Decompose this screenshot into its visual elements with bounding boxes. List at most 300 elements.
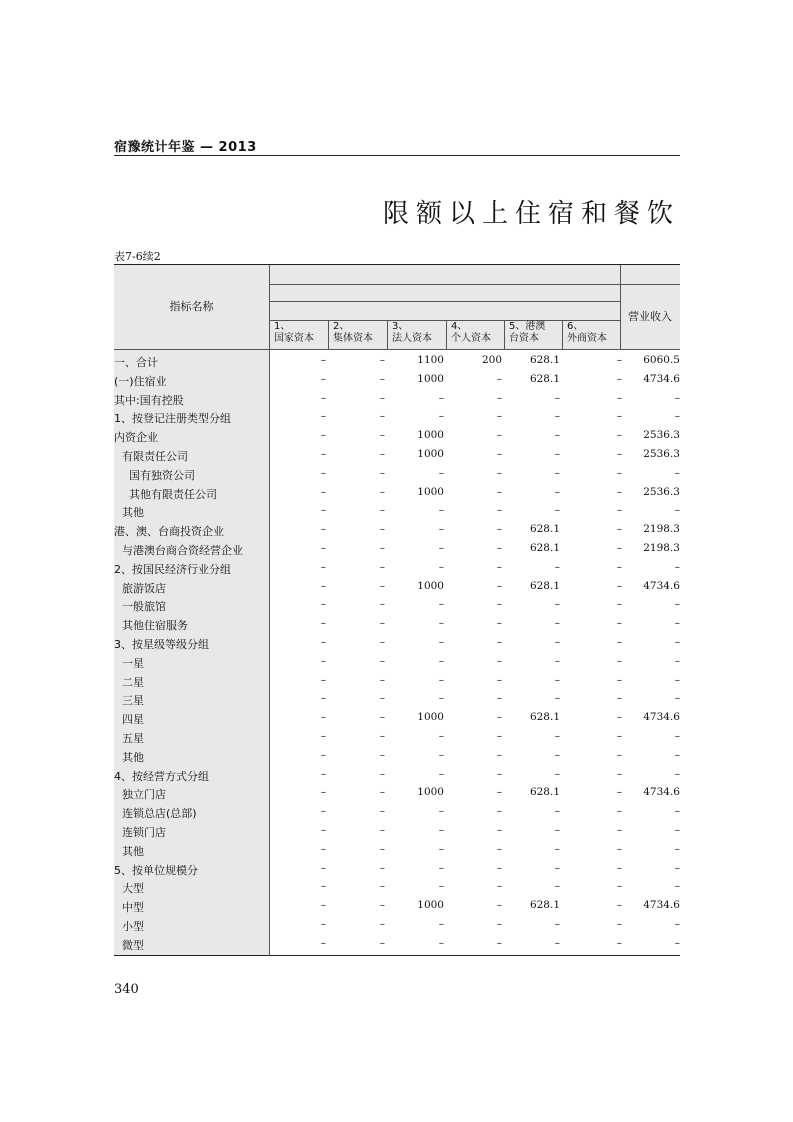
table-cell: –	[438, 880, 444, 893]
row-label: 1、按登记注册类型分组	[114, 412, 231, 426]
table-cell: –	[320, 767, 326, 780]
table-cell: –	[438, 598, 444, 611]
row-label: 其他有限责任公司	[129, 487, 217, 501]
header-rule-1	[269, 284, 680, 285]
table-cell: –	[616, 598, 622, 611]
table-cell: 628.1	[529, 354, 560, 366]
table-cell: –	[616, 654, 622, 667]
page-number: 340	[114, 982, 139, 997]
table-cell: –	[379, 824, 385, 836]
row-label: 内资企业	[114, 431, 158, 445]
table-cell: –	[379, 918, 385, 930]
table-cell: –	[616, 824, 622, 836]
row-label: 大型	[122, 882, 144, 896]
table-cell: 2536.3	[643, 485, 680, 498]
table-cell: 628.1	[529, 372, 560, 385]
table-row	[114, 937, 680, 956]
column-header: 3、 法人资本	[392, 321, 432, 344]
table-cell: –	[379, 786, 385, 799]
table-cell: –	[674, 748, 680, 761]
column-header: 6、 外商资本	[567, 321, 607, 344]
table-cell: –	[496, 448, 502, 460]
table-row	[114, 523, 680, 542]
table-cell: –	[379, 936, 385, 949]
table-row	[114, 918, 680, 937]
header-rule-2	[269, 301, 620, 302]
row-label: 中型	[122, 901, 144, 915]
table-cell: –	[554, 504, 560, 517]
table-cell: –	[438, 466, 444, 479]
table-cell: –	[320, 448, 326, 460]
row-label: 一、合计	[114, 356, 158, 369]
table-cell: –	[674, 824, 680, 836]
table-cell: –	[554, 673, 560, 686]
table-cell: 2198.3	[643, 523, 680, 536]
table-row	[114, 730, 680, 749]
table-cell: –	[320, 410, 326, 423]
column-header: 5、港澳 台资本	[509, 321, 546, 344]
table-cell: –	[616, 523, 622, 536]
table-cell: –	[496, 636, 502, 648]
table-cell: –	[379, 842, 385, 855]
table-cell: –	[554, 598, 560, 611]
table-cell: –	[616, 805, 622, 818]
table-cell: –	[496, 711, 502, 724]
table-cell: –	[554, 918, 560, 930]
table-cell: –	[379, 598, 385, 611]
table-cell: –	[496, 429, 502, 442]
table-cell: 6060.5	[643, 354, 680, 366]
table-cell: –	[320, 636, 326, 648]
row-label: (一)住宿业	[114, 374, 167, 388]
table-cell: –	[320, 918, 326, 930]
table-top-rule	[114, 264, 680, 265]
table-cell: –	[616, 560, 622, 573]
table-cell: –	[379, 466, 385, 479]
table-cell: 2536.3	[643, 429, 680, 442]
table-row	[114, 674, 680, 693]
table-row	[114, 749, 680, 768]
stub-header: 指标名称	[169, 300, 214, 313]
table-cell: –	[496, 523, 502, 536]
table-cell: –	[320, 899, 326, 912]
table-cell: 2536.3	[643, 448, 680, 460]
table-caption: 表7-6续2	[114, 250, 161, 263]
data-table	[114, 264, 680, 957]
table-cell: –	[616, 786, 622, 799]
table-cell: 4734.6	[643, 899, 680, 912]
table-cell: 628.1	[529, 523, 560, 536]
table-row	[114, 467, 680, 486]
table-cell: –	[616, 730, 622, 742]
table-cell: –	[554, 730, 560, 742]
table-cell: –	[496, 410, 502, 423]
row-label: 微型	[122, 938, 144, 952]
table-cell: –	[554, 448, 560, 460]
table-cell: –	[438, 730, 444, 742]
table-cell: –	[674, 410, 680, 423]
column-header: 4、 个人资本	[451, 321, 491, 344]
table-cell: –	[496, 504, 502, 517]
table-cell: –	[379, 767, 385, 780]
table-cell: 1000	[417, 899, 444, 912]
table-cell: –	[320, 560, 326, 573]
chapter-title: 限额以上住宿和餐饮	[382, 199, 680, 229]
table-cell: –	[554, 466, 560, 479]
table-cell: –	[674, 767, 680, 780]
col-divider	[446, 320, 447, 349]
table-cell: –	[438, 560, 444, 573]
row-label: 连锁总店(总部)	[122, 807, 197, 821]
table-cell: –	[496, 786, 502, 799]
table-cell: –	[438, 861, 444, 874]
table-cell: –	[674, 861, 680, 874]
table-cell: –	[379, 748, 385, 761]
table-cell: –	[496, 654, 502, 667]
table-cell: –	[320, 824, 326, 836]
table-cell: –	[496, 880, 502, 893]
table-cell: –	[674, 617, 680, 630]
table-cell: –	[496, 824, 502, 836]
table-row	[114, 580, 680, 599]
table-cell: –	[320, 598, 326, 611]
table-cell: –	[674, 692, 680, 705]
table-cell: –	[320, 673, 326, 686]
table-cell: –	[379, 861, 385, 874]
table-cell: –	[674, 805, 680, 818]
row-label: 2、按国民经济行业分组	[114, 562, 231, 576]
table-cell: –	[674, 636, 680, 648]
table-cell: –	[616, 899, 622, 912]
column-header: 1、 国家资本	[274, 321, 314, 344]
table-cell: –	[554, 391, 560, 404]
col-divider	[504, 320, 505, 349]
table-cell: –	[379, 560, 385, 573]
row-label: 有限责任公司	[122, 450, 188, 463]
table-row	[114, 805, 680, 824]
table-cell: –	[496, 617, 502, 630]
table-row	[114, 542, 680, 561]
row-label: 旅游饭店	[122, 581, 166, 595]
table-cell: –	[320, 842, 326, 855]
row-label: 四星	[122, 713, 144, 727]
header-bottom-rule	[114, 349, 680, 350]
table-row	[114, 617, 680, 636]
table-row	[114, 448, 680, 467]
table-cell: –	[496, 560, 502, 573]
table-cell: –	[554, 936, 560, 949]
table-cell: 4734.6	[643, 579, 680, 592]
table-cell: 628.1	[529, 899, 560, 912]
table-cell: –	[616, 429, 622, 442]
row-label: 国有独资公司	[129, 468, 195, 482]
table-cell: 1100	[417, 354, 444, 366]
table-cell: –	[320, 730, 326, 742]
table-cell: –	[320, 372, 326, 385]
table-cell: –	[438, 842, 444, 855]
table-row	[114, 655, 680, 674]
table-cell: –	[554, 880, 560, 893]
table-cell: –	[674, 936, 680, 949]
column-header: 2、 集体资本	[333, 321, 373, 344]
table-cell: –	[320, 711, 326, 724]
table-cell: –	[616, 466, 622, 479]
table-cell: –	[616, 673, 622, 686]
table-row	[114, 486, 680, 505]
table-cell: 1000	[417, 429, 444, 442]
table-cell: –	[320, 579, 326, 592]
table-cell: –	[554, 654, 560, 667]
table-cell: 628.1	[529, 711, 560, 724]
table-cell: –	[320, 466, 326, 479]
table-cell: 628.1	[529, 542, 560, 554]
table-cell: –	[674, 730, 680, 742]
row-label: 一星	[122, 656, 144, 670]
table-cell: –	[379, 730, 385, 742]
table-cell: –	[438, 410, 444, 423]
table-cell: –	[379, 692, 385, 705]
row-label: 连锁门店	[122, 826, 166, 839]
table-cell: 1000	[417, 448, 444, 460]
table-cell: –	[438, 692, 444, 705]
header-rule	[114, 155, 680, 156]
table-cell: 628.1	[529, 579, 560, 592]
table-cell: –	[496, 542, 502, 554]
row-label: 五星	[122, 732, 144, 745]
table-cell: –	[320, 692, 326, 705]
table-cell: –	[320, 654, 326, 667]
table-cell: 628.1	[529, 786, 560, 799]
table-cell: –	[554, 410, 560, 423]
table-cell: –	[379, 372, 385, 385]
table-cell: –	[496, 861, 502, 874]
table-cell: –	[438, 542, 444, 554]
table-cell: –	[616, 617, 622, 630]
table-cell: –	[438, 523, 444, 536]
table-cell: –	[674, 654, 680, 667]
table-cell: –	[379, 448, 385, 460]
table-row	[114, 561, 680, 580]
table-cell: –	[379, 523, 385, 536]
table-row	[114, 711, 680, 730]
table-cell: –	[616, 936, 622, 949]
table-cell: –	[320, 504, 326, 517]
table-cell: –	[674, 880, 680, 893]
table-cell: –	[616, 485, 622, 498]
row-label: 4、按经营方式分组	[114, 769, 209, 783]
table-cell: –	[320, 542, 326, 554]
table-cell: –	[438, 504, 444, 517]
table-cell: –	[379, 391, 385, 404]
table-cell: –	[496, 579, 502, 592]
table-cell: –	[438, 391, 444, 404]
table-cell: –	[674, 560, 680, 573]
table-cell: –	[379, 636, 385, 648]
table-cell: –	[554, 485, 560, 498]
table-cell: –	[554, 824, 560, 836]
table-cell: –	[674, 842, 680, 855]
revenue-header: 营业收入	[628, 310, 672, 323]
table-cell: –	[320, 391, 326, 404]
table-row	[114, 429, 680, 448]
table-cell: –	[320, 354, 326, 366]
table-cell: –	[320, 485, 326, 498]
table-cell: –	[554, 748, 560, 761]
table-row	[114, 392, 680, 411]
table-cell: –	[616, 918, 622, 930]
table-cell: –	[616, 692, 622, 705]
table-row	[114, 598, 680, 617]
table-cell: –	[674, 466, 680, 479]
table-cell: –	[616, 354, 622, 366]
row-label: 3、按星级等级分组	[114, 638, 209, 651]
row-label: 其他	[122, 844, 144, 858]
table-cell: –	[379, 880, 385, 893]
table-row	[114, 880, 680, 899]
table-row	[114, 410, 680, 429]
table-cell: –	[320, 805, 326, 818]
table-cell: –	[616, 767, 622, 780]
table-cell: –	[554, 767, 560, 780]
table-cell: –	[320, 786, 326, 799]
table-cell: –	[438, 767, 444, 780]
table-cell: 4734.6	[643, 786, 680, 799]
table-row	[114, 768, 680, 787]
table-cell: –	[496, 730, 502, 742]
table-cell: –	[438, 654, 444, 667]
table-cell: 1000	[417, 372, 444, 385]
table-cell: –	[554, 805, 560, 818]
table-cell: –	[496, 842, 502, 855]
table-cell: 4734.6	[643, 372, 680, 385]
table-cell: –	[438, 617, 444, 630]
table-cell: –	[438, 918, 444, 930]
table-cell: –	[616, 410, 622, 423]
table-cell: 1000	[417, 786, 444, 799]
table-cell: –	[320, 861, 326, 874]
revenue-divider	[620, 265, 621, 349]
table-row	[114, 373, 680, 392]
table-row	[114, 899, 680, 918]
table-cell: –	[379, 429, 385, 442]
table-cell: –	[496, 372, 502, 385]
table-cell: 1000	[417, 579, 444, 592]
table-cell: –	[379, 579, 385, 592]
table-cell: –	[379, 504, 385, 517]
table-cell: –	[496, 805, 502, 818]
table-cell: –	[496, 466, 502, 479]
table-cell: –	[554, 861, 560, 874]
table-cell: –	[674, 504, 680, 517]
table-cell: –	[379, 654, 385, 667]
row-label: 独立门店	[122, 788, 166, 802]
table-cell: –	[379, 354, 385, 366]
row-label: 港、澳、台商投资企业	[114, 525, 224, 539]
table-cell: –	[320, 617, 326, 630]
row-label: 与港澳台商合资经营企业	[122, 544, 243, 557]
table-cell: –	[674, 391, 680, 404]
table-cell: –	[554, 429, 560, 442]
table-cell: –	[379, 410, 385, 423]
table-cell: –	[616, 711, 622, 724]
row-label: 二星	[122, 675, 144, 689]
table-cell: –	[379, 542, 385, 554]
table-cell: –	[616, 391, 622, 404]
table-cell: –	[674, 673, 680, 686]
table-cell: –	[320, 523, 326, 536]
table-cell: –	[616, 636, 622, 648]
table-row	[114, 824, 680, 843]
table-cell: –	[554, 636, 560, 648]
table-cell: –	[554, 842, 560, 855]
table-cell: 2198.3	[643, 542, 680, 554]
row-label: 一般旅馆	[122, 600, 166, 614]
table-cell: –	[674, 918, 680, 930]
table-cell: –	[379, 899, 385, 912]
table-cell: 4734.6	[643, 711, 680, 724]
table-cell: –	[554, 692, 560, 705]
table-cell: –	[616, 448, 622, 460]
table-cell: 200	[481, 354, 502, 366]
table-cell: –	[496, 673, 502, 686]
row-label: 其他	[122, 750, 144, 764]
running-head: 宿豫统计年鉴 — 2013	[114, 140, 257, 155]
col-divider	[328, 320, 329, 349]
table-cell: –	[320, 748, 326, 761]
table-cell: –	[379, 711, 385, 724]
table-row	[114, 354, 680, 373]
table-cell: –	[496, 748, 502, 761]
col-divider	[562, 320, 563, 349]
table-cell: –	[616, 748, 622, 761]
table-cell: –	[554, 560, 560, 573]
table-cell: –	[379, 485, 385, 498]
table-cell: –	[554, 617, 560, 630]
table-row	[114, 692, 680, 711]
table-cell: –	[674, 598, 680, 611]
row-label: 三星	[122, 694, 144, 708]
table-cell: –	[379, 805, 385, 818]
table-cell: –	[496, 918, 502, 930]
table-cell: –	[438, 748, 444, 761]
table-cell: –	[496, 391, 502, 404]
table-row	[114, 862, 680, 881]
table-cell: –	[496, 899, 502, 912]
table-cell: –	[320, 880, 326, 893]
row-label: 小型	[122, 920, 144, 933]
table-cell: –	[496, 485, 502, 498]
row-label: 其他	[122, 506, 144, 520]
table-cell: –	[438, 936, 444, 949]
table-cell: –	[496, 598, 502, 611]
table-cell: –	[496, 767, 502, 780]
table-cell: –	[438, 824, 444, 836]
table-cell: –	[496, 936, 502, 949]
table-row	[114, 786, 680, 805]
table-cell: –	[379, 617, 385, 630]
table-cell: –	[438, 636, 444, 648]
table-cell: –	[320, 936, 326, 949]
table-cell: –	[616, 504, 622, 517]
table-cell: –	[438, 673, 444, 686]
table-cell: 1000	[417, 711, 444, 724]
row-label: 其他住宿服务	[122, 619, 188, 633]
table-cell: –	[616, 842, 622, 855]
col-divider	[387, 320, 388, 349]
table-cell: –	[616, 372, 622, 385]
table-cell: –	[438, 805, 444, 818]
row-label: 5、按单位规模分	[114, 863, 198, 877]
